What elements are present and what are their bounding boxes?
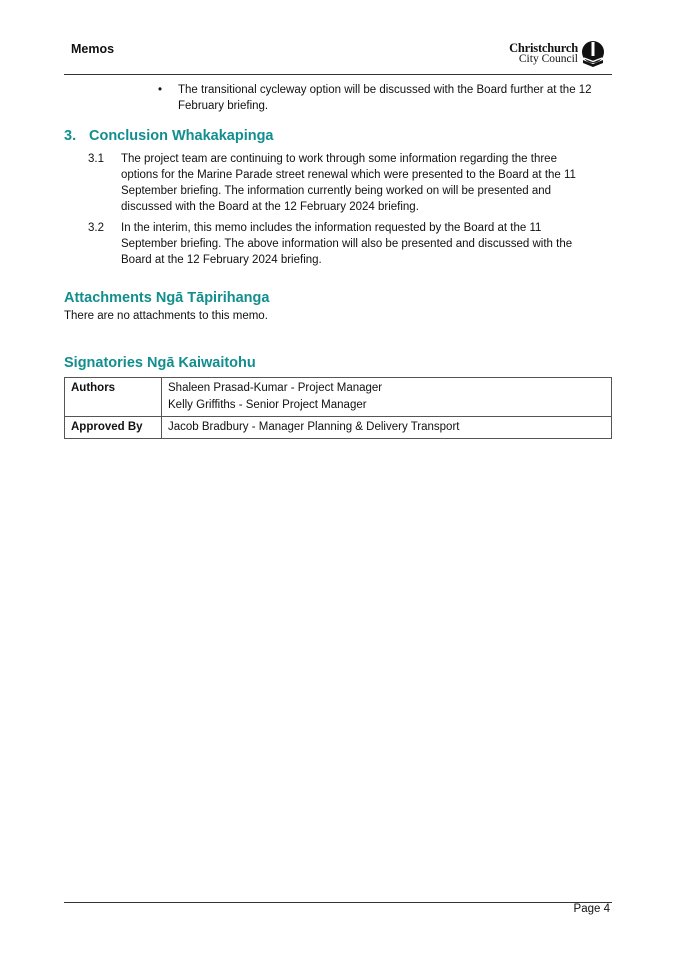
bullet-dot-icon: • (158, 84, 163, 96)
table-row (65, 417, 612, 439)
signatories-table (64, 377, 612, 439)
paragraph-text: The project team are continuing to work through some information regarding the three options for the Marine Parade street renewal which were presented to the Board at the 11 September briefing. The information currently being worked on will be presented and discussed with the Board at the 12 February 2024 briefing. (121, 153, 576, 213)
header-title: Memos (71, 42, 115, 56)
page-header (64, 40, 612, 75)
page-number: Page 4 (573, 903, 610, 915)
paragraph-number: 3.2 (88, 222, 104, 234)
signatories-heading: Signatories Ngā Kaiwaitohu (64, 355, 256, 371)
attachments-text: There are no attachments to this memo. (64, 310, 268, 322)
author-name: Kelly Griffiths - Senior Project Manager (168, 399, 367, 411)
bullet-text: The transitional cycleway option will be discussed with the Board further at the 12 February briefing. (178, 84, 592, 112)
table-row (65, 378, 612, 417)
logo-line2: City Council (518, 53, 578, 65)
section3-number: 3. (64, 128, 77, 144)
section3-heading (64, 128, 274, 144)
logo-line1: Christchurch (509, 41, 578, 55)
council-logo (486, 40, 606, 68)
row-values (162, 378, 612, 417)
section3-title: Conclusion Whakakapinga (89, 128, 274, 144)
row-label: Authors (65, 378, 162, 417)
attachments-heading: Attachments Ngā Tāpirihanga (64, 290, 270, 306)
approver-name: Jacob Bradbury - Manager Planning & Delivery Transport (168, 421, 460, 433)
author-name: Shaleen Prasad-Kumar - Project Manager (168, 382, 383, 394)
row-values (162, 417, 612, 439)
paragraph-text: In the interim, this memo includes the information requested by the Board at the 11 September briefing. The above information will also be presented and discussed with the Board at the 12 February 2024 briefing. (121, 222, 573, 266)
cathedral-logo-icon (580, 40, 606, 68)
page-footer (64, 902, 612, 915)
paragraph-number: 3.1 (88, 153, 104, 165)
row-label: Approved By (65, 417, 162, 439)
